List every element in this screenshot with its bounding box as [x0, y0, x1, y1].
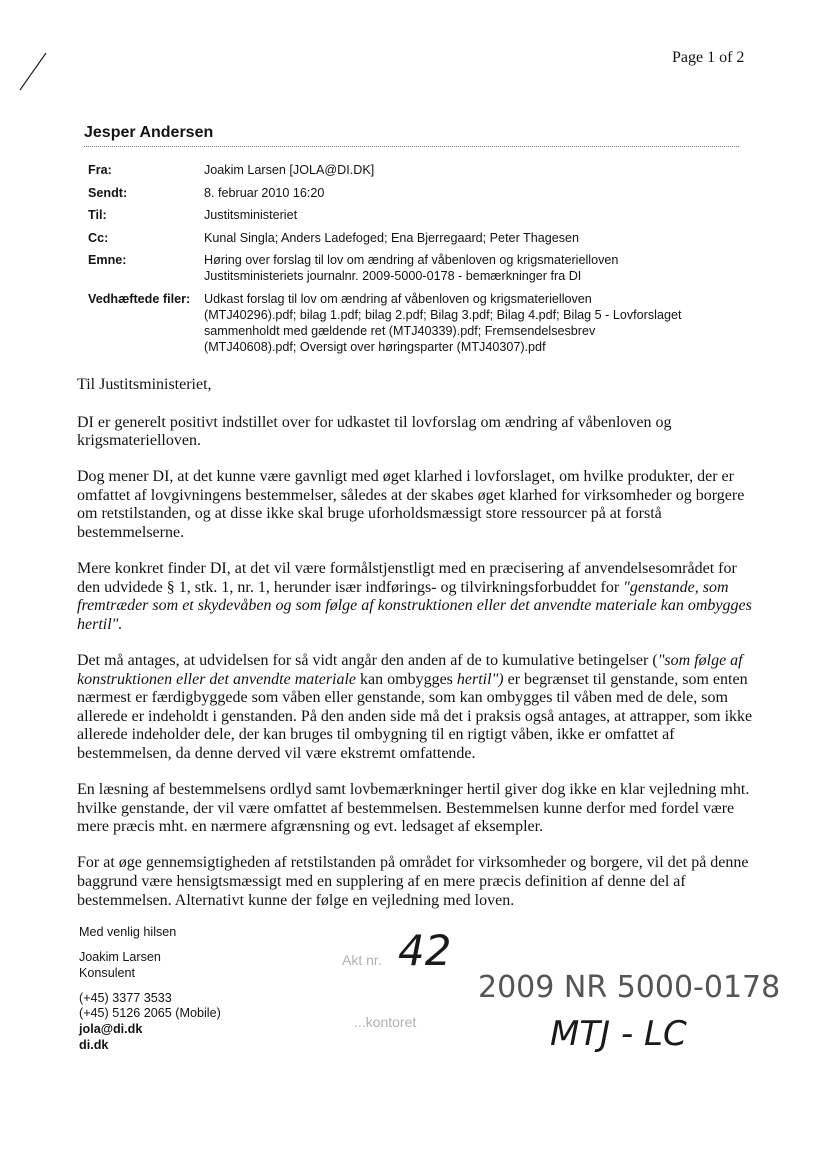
meta-label: Sendt: — [88, 185, 128, 200]
meta-row-sent — [88, 185, 768, 201]
mobile: (+45) 5126 2065 (Mobile) — [79, 1006, 221, 1021]
signer-title: Konsulent — [79, 965, 136, 980]
meta-label: Vedhæftede filer: — [88, 291, 191, 306]
paragraph-text: Mere konkret finder DI, at det vil være formålstjenstligt med en præcisering af anvendelsesområdet for den udvidede § 1, stk. 1, nr. 1, herunder især indførings- og tilvirkningsforbuddet for — [77, 560, 737, 596]
meta-row-from — [88, 162, 768, 178]
email-address: jola@di.dk — [79, 1021, 143, 1036]
meta-value: Kunal Singla; Anders Ladefoged; Ena Bjerregaard; Peter Thagesen — [204, 230, 580, 245]
meta-row-cc — [88, 230, 768, 246]
meta-row-to — [88, 207, 768, 223]
paragraph: En læsning af bestemmelsens ordlyd samt lovbemærkninger hertil giver dog ikke en klar vejledning mht. hvilke genstande, der vil være omfattet af bestemmelsen. Bestemmelsen kunne derfor med fordel være mere præcis mht. en nærmere afgrænsning og evt. ledsaget af eksempler. — [77, 781, 750, 836]
handwritten-akt-number: 42 — [398, 926, 452, 975]
paragraph: DI er generelt positivt indstillet over for udkastet til lovforslag om ændring af våbenloven og krigsmaterielloven. — [77, 413, 672, 450]
page-number: Page 1 of 2 — [672, 49, 745, 66]
paragraph: Dog mener DI, at det kunne være gavnligt med øget klarhed i lovforslaget, om hvilke produkter, der er omfattet af lovgivningens bestemmelser, således at der skabes øget klarhed for virksomheder og borgere om retstilstanden, og at disse ikke skal bruge uforholdsmæssigt store ressourcer på at forstå bestemmelserne. — [77, 468, 745, 542]
paragraph — [77, 560, 753, 634]
sender-name: Jesper Andersen — [84, 124, 214, 141]
pen-stroke-mark — [16, 50, 50, 94]
quoted-legal-text: "som følge af konstruktionen eller det anvendte materiale — [77, 652, 743, 688]
meta-row-attachments — [88, 291, 768, 355]
meta-value: Høring over forslag til lov om ændring af våbenloven og krigsmaterielloven Justitsministeriets journalnr. 2009-5000-0178 - bemærkninger fra DI — [204, 253, 619, 283]
header-divider — [84, 146, 739, 147]
registration-stamp — [330, 926, 800, 1060]
phone: (+45) 3377 3533 — [79, 990, 172, 1005]
greeting: Til Justitsministeriet, — [77, 376, 212, 393]
meta-value: Udkast forslag til lov om ændring af våbenloven og krigsmaterielloven (MTJ40296).pdf; bilag 1.pdf; bilag 2.pdf; Bilag 3.pdf; Bilag 4.pdf; Bilag 5 - Lovforslaget sammenholdt med gældende ret (MTJ40339).pdf; Fremsendelsesbrev (MTJ40608).pdf; Oversigt over høringsparter (MTJ40307).pdf — [204, 291, 682, 354]
meta-label: Cc: — [88, 230, 109, 245]
paragraph-text: Det må antages, at udvidelsen for så vidt angår den anden af de to kumulative betingelser ( — [77, 652, 658, 670]
handwritten-journal-number: 2009 NR 5000-0178 — [478, 970, 781, 1005]
letter-body — [77, 376, 753, 928]
quoted-legal-text: "genstande, som fremtræder som et skydevåben og som følge af konstruktionen eller det anvendte materiale kan ombygges hertil". — [77, 578, 752, 633]
meta-row-subject — [88, 252, 768, 284]
paragraph — [77, 652, 753, 764]
signer-name: Joakim Larsen — [79, 950, 161, 965]
paragraph-text: er begrænset til genstande, som enten nærmest er færdigbyggede som våben eller genstande, som kan ombygges til våben med de dele, som allerede er indeholdt i genstanden. På den anden side må det i praksis også antages, at attrapper, som ikke allerede indeholder dele, der kan bruges til ombygning til en rigtigt våben, ikke er omfattet af bestemmelsen, da denne derved vil være ekstremt omfattende. — [77, 670, 753, 762]
paragraph-text: kan ombygges — [356, 670, 457, 688]
meta-value: Joakim Larsen [JOLA@DI.DK] — [204, 163, 375, 177]
website: di.dk — [79, 1037, 109, 1052]
meta-label: Emne: — [88, 253, 127, 267]
handwritten-initials: MTJ - LC — [550, 1014, 687, 1054]
closing: Med venlig hilsen — [79, 925, 177, 939]
meta-value: 8. februar 2010 16:20 — [204, 185, 325, 200]
paragraph: For at øge gennemsigtigheden af retstilstanden på området for virksomheder og borgere, vil det på denne baggrund være hensigtsmæssigt med en supplering af en mere præcis definition af denne del af bestemmelsen. Alternativt kunne der følge en vejledning med loven. — [77, 854, 749, 909]
meta-label: Fra: — [88, 163, 112, 177]
stamp-akt-label: Akt nr. — [342, 952, 382, 968]
quoted-legal-text: hertil") — [456, 670, 504, 688]
meta-label: Til: — [88, 208, 107, 222]
email-header-table — [88, 162, 768, 355]
signature-block — [79, 925, 221, 1053]
meta-value: Justitsministeriet — [204, 208, 298, 222]
stamp-office: ...kontoret — [354, 1014, 417, 1030]
